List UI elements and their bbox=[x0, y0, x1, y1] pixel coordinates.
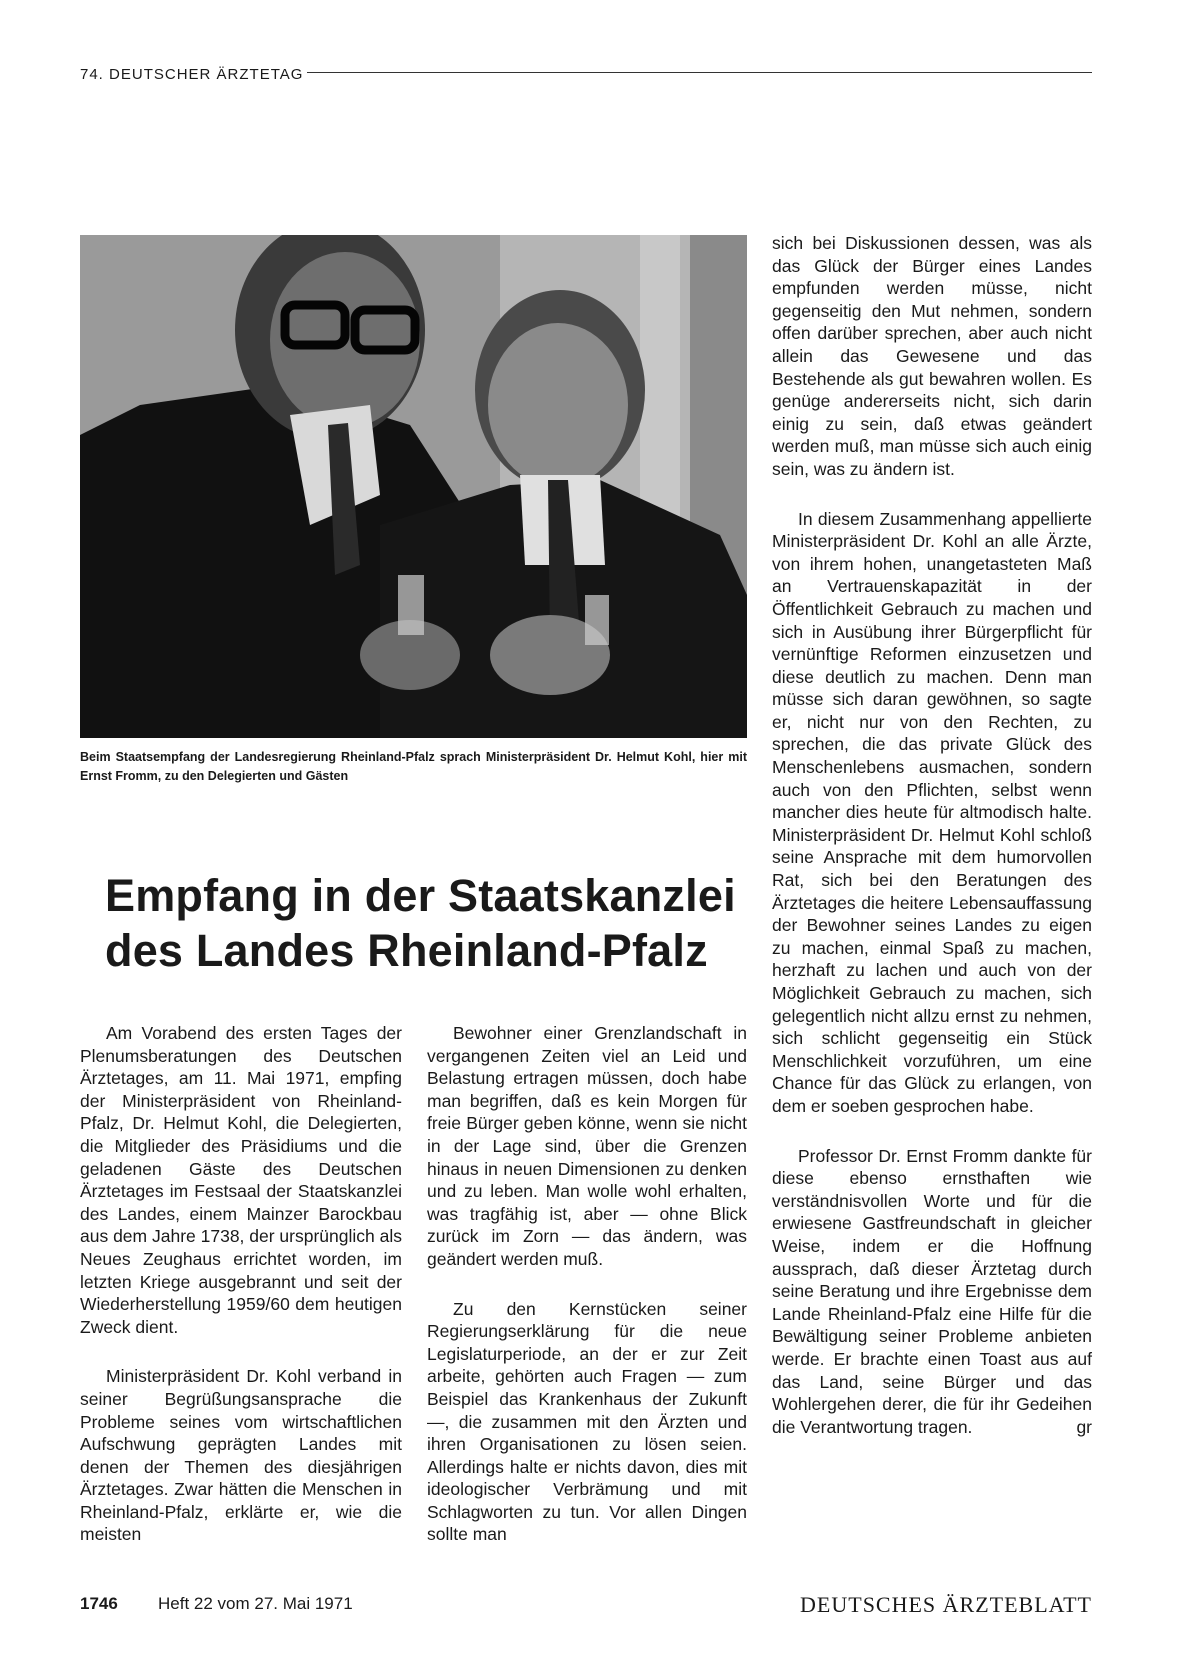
paragraph: Am Vorabend des ersten Tages der Plenumsberatungen des Deutschen Ärztetages, am 11. Mai 1971, empfing der Ministerpräsident von Rheinland-Pfalz, Dr. Helmut Kohl, die Delegierten, die Mitglieder des Präsidiums und die geladenen Gäste des Deutschen Ärztetages im Festsaal der Staatskanzlei des Landes, einem Mainzer Barockbau aus dem Jahre 1738, der ursprünglich als Neues Zeughaus errichtet worden, im letzten Kriege ausgebrannt und seit der Wiederherstellung 1959/60 dem heutigen Zweck dient. bbox=[80, 1023, 402, 1337]
section-label: 74. DEUTSCHER ÄRZTETAG bbox=[80, 66, 307, 83]
photograph-icon bbox=[80, 235, 747, 738]
paragraph: sich bei Diskussionen dessen, was als das Glück der Bürger eines Landes empfunden werden müsse, nicht gegenseitig den Mut nehmen, sondern offen darüber sprechen, aber auch nicht allein das Gewesene und das Bestehende als gut bewahren wollen. Es genüge andererseits nicht, sich darin einig zu sein, daß etwas geändert werden muß, man müsse sich auch einig sein, was zu ändern ist. bbox=[772, 233, 1092, 479]
paragraph: Zu den Kernstücken seiner Regierungserklärung für die neue Legislaturperiode, an der er zur Zeit arbeite, gehörten auch Fragen — zum Beispiel das Krankenhaus der Zukunft —, die zusammen mit den Ärzten und ihren Organisationen zu lösen seien. Allerdings halte er nichts davon, dies mit ideologischer Verbrämung und mit Schlagworten zu tun. Vor allen Dingen sollte man bbox=[427, 1298, 747, 1545]
paragraph bbox=[772, 1145, 1092, 1439]
journal-name: DEUTSCHES ÄRZTEBLATT bbox=[800, 1592, 1092, 1617]
paragraph: In diesem Zusammenhang appellierte Ministerpräsident Dr. Kohl an alle Ärzte, von ihrem hohen, unangetasteten Maß an Vertrauenskapazität in der Öffentlichkeit Gebrauch zu machen und sich in Ausübung ihrer Bürgerpflicht für vernünftige Reformen einzusetzen und diese deutlich zu machen. Denn man müsse sich daran gewöhnen, so sagte er, nicht nur von den Rechten, zu sprechen, die das private Glück des Menschenlebens ausmachen, sondern auch von den Pflichten, selbst wenn mancher dies heute für altmodisch halte. Ministerpräsident Dr. Helmut Kohl schloß seine Ansprache mit dem humorvollen Rat, sich bei den Beratungen des Ärztetages die heitere Lebensauffassung der Bewohner seines Landes zu eigen zu machen, einmal Spaß zu machen, herzhaft zu lachen und auch von der Möglichkeit Gebrauch zu machen, sich gelegentlich nicht allzu ernst zu nehmen, sich schlicht gegenseitig ein Stück Menschlichkeit vorzuführen, um eine Chance für das Glück zu erlangen, von dem er soeben gesprochen habe. bbox=[772, 508, 1092, 1116]
paragraph: Bewohner einer Grenzlandschaft in vergangenen Zeiten viel an Leid und Belastung ertragen müssen, doch habe man begriffen, daß es kein Morgen für freie Bürger geben könne, wenn sie nicht in der Lage sind, über die Grenzen hinaus in neuen Dimensionen zu denken und zu leben. Man wolle wohl erhalten, was tragfähig ist, aber — ohne Blick zurück im Zorn — das ändern, was geändert werden muß. bbox=[427, 1023, 747, 1269]
article-headline bbox=[105, 868, 745, 978]
page-number: 1746 bbox=[80, 1594, 118, 1613]
page-footer bbox=[80, 1592, 1092, 1618]
author-signature: gr bbox=[1076, 1416, 1092, 1437]
article-column-1 bbox=[80, 1022, 402, 1546]
headline-line-1: Empfang in der Staatskanzlei bbox=[105, 870, 736, 921]
paragraph: Ministerpräsident Dr. Kohl verband in seiner Begrüßungsansprache die Probleme seines vom wirtschaftlichen Aufschwung geprägten Landes mit denen der Themen des diesjährigen Ärztetages. Zwar hätten die Menschen in Rheinland-Pfalz, erklärte er, wie die meisten bbox=[80, 1366, 402, 1545]
running-header bbox=[80, 66, 1092, 82]
issue-info: Heft 22 vom 27. Mai 1971 bbox=[158, 1594, 353, 1613]
headline-line-2: des Landes Rheinland-Pfalz bbox=[105, 925, 708, 976]
paragraph-text: Professor Dr. Ernst Fromm dankte für diese ebenso ernsthaften wie verständnisvollen Worte und für die erwiesene Gastfreundschaft in gleicher Weise, indem er die Hoffnung aussprach, daß dieser Ärztetag durch seine Beratung und ihre Ergebnisse dem Lande Rheinland-Pfalz eine Hilfe für die Bewältigung seiner Probleme anbieten werde. Er brachte einen Toast aus auf das Land, seine Bürger und das Wohlergehen derer, die für ihr Gedeihen die Verantwortung tragen. bbox=[772, 1145, 1092, 1437]
photo-caption: Beim Staatsempfang der Landesregierung Rheinland-Pfalz sprach Ministerpräsident Dr. Helmut Kohl, hier mit Ernst Fromm, zu den Delegierten und Gästen bbox=[80, 750, 747, 783]
event-photograph bbox=[80, 235, 747, 738]
article-column-3 bbox=[772, 232, 1092, 1438]
article-column-2 bbox=[427, 1022, 747, 1546]
